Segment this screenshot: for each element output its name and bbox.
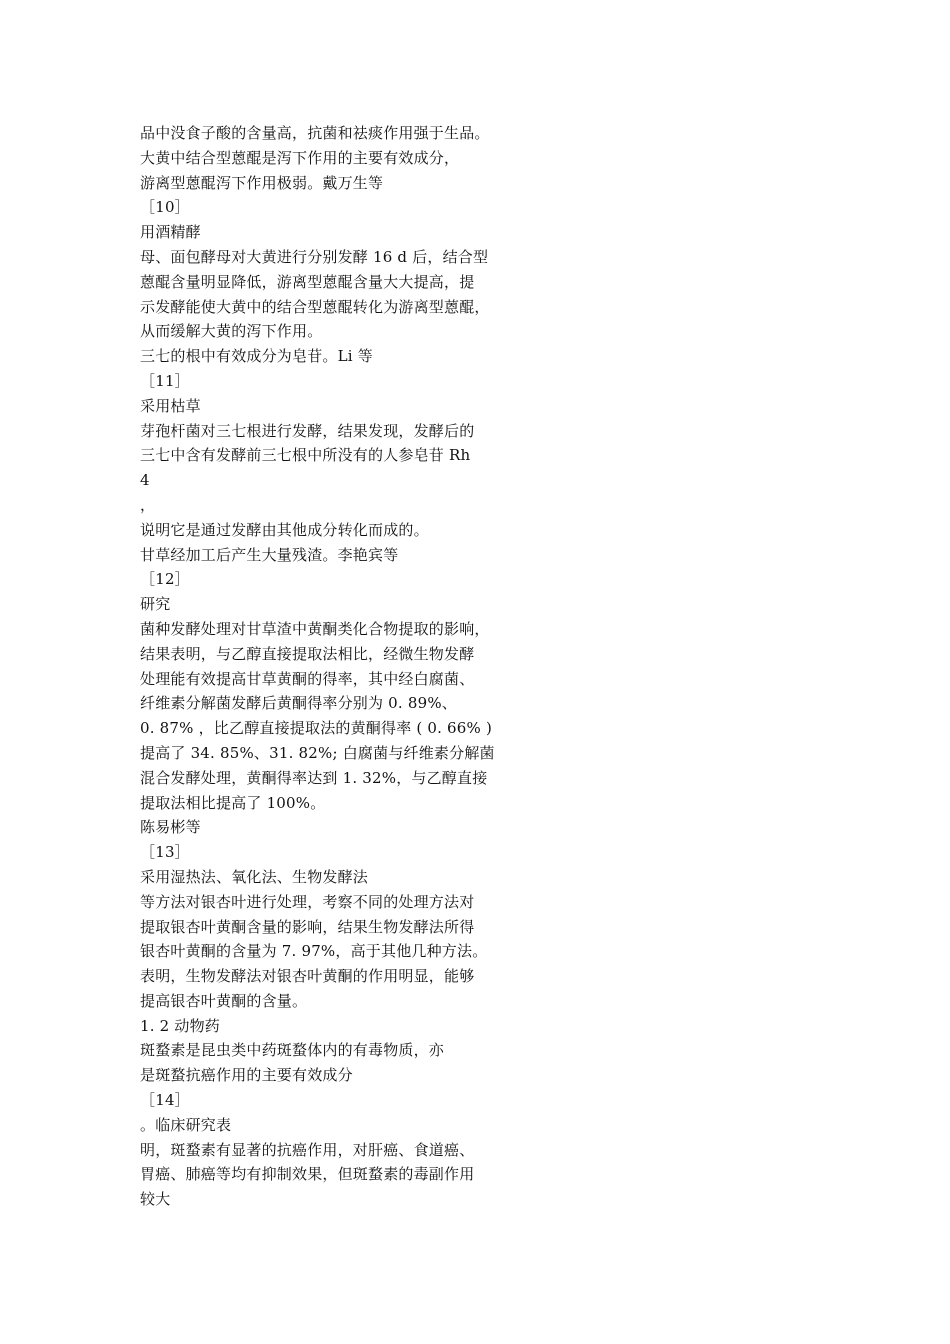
text-line: 甘草经加工后产生大量残渣。李艳宾等 [140, 545, 399, 564]
text-line: 提高银杏叶黄酮的含量。 [140, 991, 308, 1010]
text-line: 菌种发酵处理对甘草渣中黄酮类化合物提取的影响， [140, 619, 490, 638]
text-line: ［13］ [140, 843, 190, 862]
text-line: 提取银杏叶黄酮含量的影响，结果生物发酵法所得 [140, 917, 475, 936]
text-line: 胃癌、肺癌等均有抑制效果，但斑蝥素的毒副作用 [140, 1165, 475, 1184]
text-line: 研究 [140, 595, 171, 614]
text-line: 等方法对银杏叶进行处理，考察不同的处理方法对 [140, 892, 475, 911]
text-line: 芽孢杆菌对三七根进行发酵，结果发现，发酵后的 [140, 421, 475, 440]
text-line: ［12］ [140, 570, 190, 589]
text-line: 蒽醌含量明显降低，游离型蒽醌含量大大提高，提 [140, 272, 475, 291]
text-line: 纤维素分解菌发酵后黄酮得率分别为 0. 89%、 [140, 694, 457, 713]
body-text [140, 121, 700, 1212]
text-line: 4 [140, 471, 150, 490]
text-line: 陈易彬等 [140, 818, 201, 837]
text-line: 混合发酵处理，黄酮得率达到 1. 32%，与乙醇直接 [140, 768, 488, 787]
text-line: 品中没食子酸的含量高，抗菌和祛痰作用强于生品。 [140, 124, 490, 142]
text-line: 。临床研究表 [140, 1115, 232, 1134]
text-line: 说明它是通过发酵由其他成分转化而成的。 [140, 520, 429, 539]
text-line: 示发酵能使大黄中的结合型蒽醌转化为游离型蒽醌， [140, 297, 490, 316]
text-line: 斑蝥素是昆虫类中药斑蝥体内的有毒物质，亦 [140, 1041, 445, 1060]
text-line: 三七中含有发酵前三七根中所没有的人参皂苷 Rh [140, 446, 471, 465]
text-line: 银杏叶黄酮的含量为 7. 97%，高于其他几种方法。 [140, 942, 488, 961]
text-line: 0. 87% ，比乙醇直接提取法的黄酮得率 ( 0. 66% ) [140, 719, 493, 738]
text-line: 处理能有效提高甘草黄酮的得率，其中经白腐菌、 [140, 669, 475, 688]
text-line: 是斑蝥抗癌作用的主要有效成分 [140, 1066, 353, 1085]
text-line: 用酒精酵 [140, 223, 201, 242]
text-line: 三七的根中有效成分为皂苷。Li 等 [140, 347, 373, 366]
text-line: 提高了 34. 85%、31. 82%; 白腐菌与纤维素分解菌 [140, 743, 495, 762]
text-line: 较大 [140, 1190, 171, 1209]
text-line: 结果表明，与乙醇直接提取法相比，经微生物发酵 [140, 644, 475, 663]
text-line: 母、面包酵母对大黄进行分别发酵 16 d 后，结合型 [140, 247, 489, 266]
text-line: 从而缓解大黄的泻下作用。 [140, 322, 323, 341]
text-line: ［14］ [140, 1091, 190, 1110]
text-line: 游离型蒽醌泻下作用极弱。戴万生等 [140, 173, 384, 192]
text-line: 1. 2 动物药 [140, 1016, 220, 1035]
text-line: 采用湿热法、氧化法、生物发酵法 [140, 867, 369, 886]
text-line: 采用枯草 [140, 396, 201, 415]
text-line: 大黄中结合型蒽醌是泻下作用的主要有效成分， [140, 148, 460, 167]
text-line: ， [140, 495, 156, 514]
text-line: 明，斑蝥素有显著的抗癌作用，对肝癌、食道癌、 [140, 1140, 475, 1159]
text-line: ［10］ [140, 198, 190, 217]
text-line: 表明，生物发酵法对银杏叶黄酮的作用明显，能够 [140, 967, 475, 986]
text-line: ［11］ [140, 371, 190, 390]
text-line: 提取法相比提高了 100%。 [140, 793, 326, 812]
